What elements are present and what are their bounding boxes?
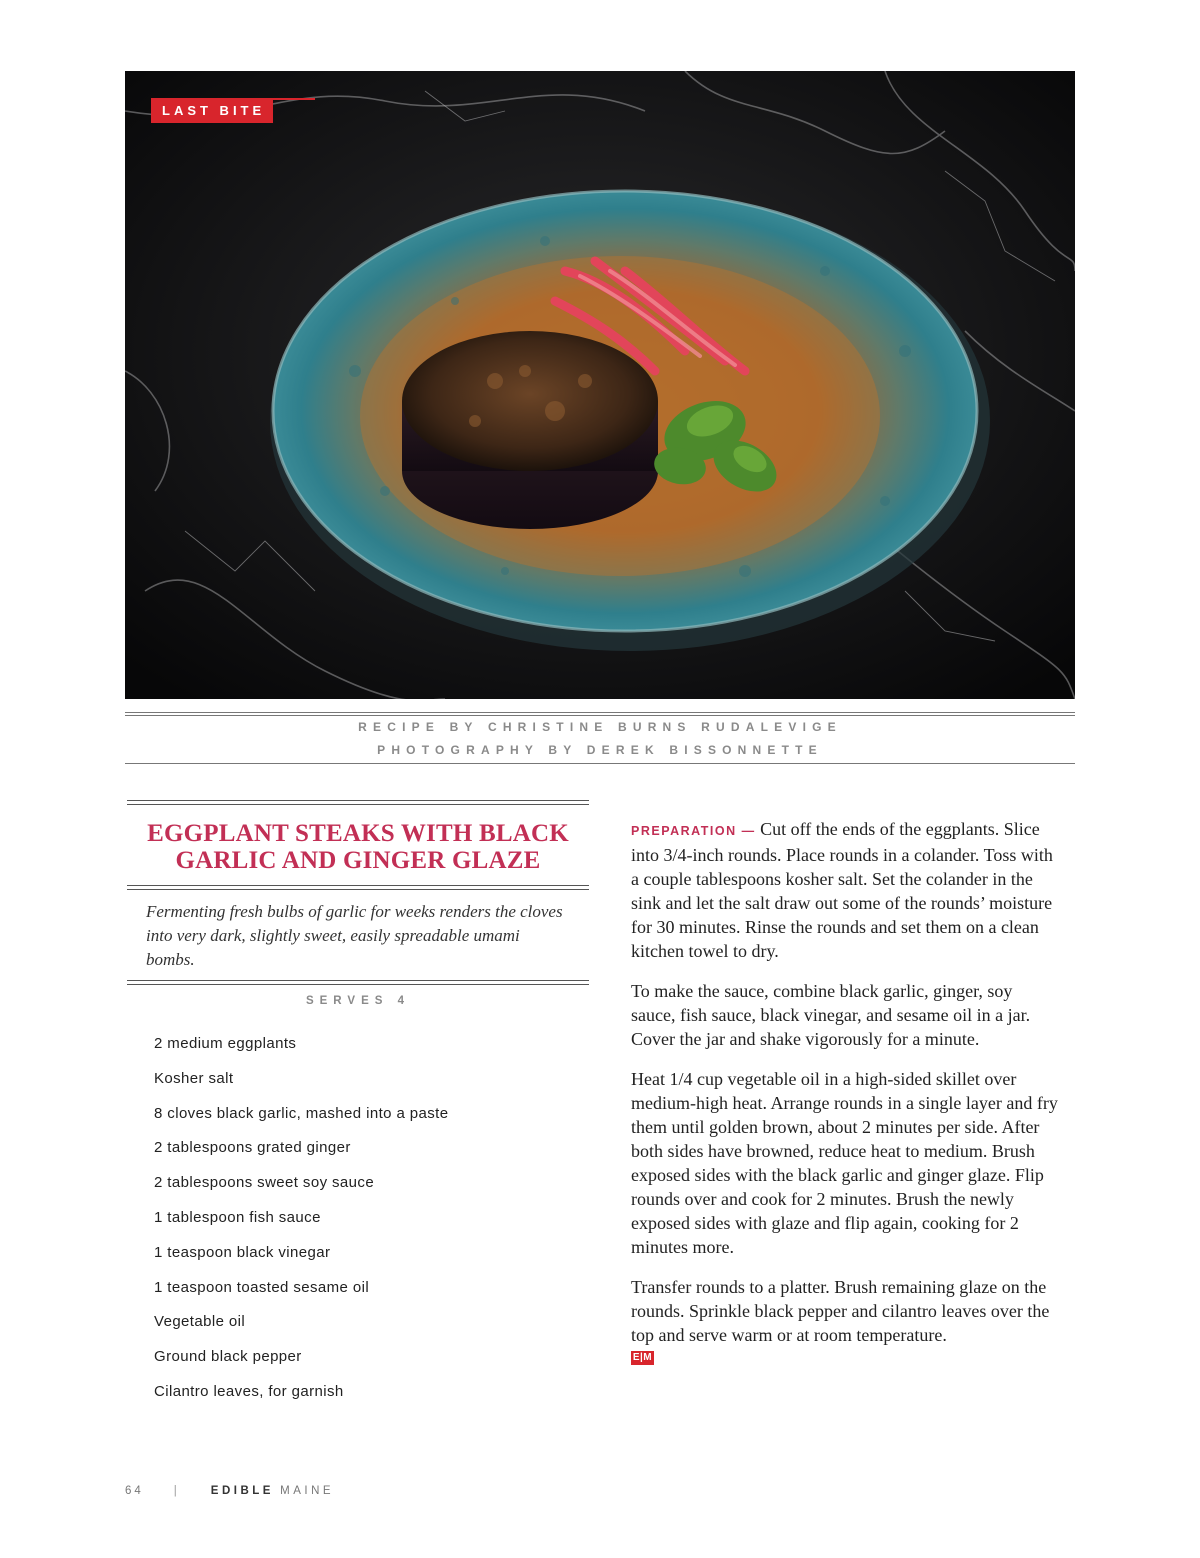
recipe-title: EGGPLANT STEAKS WITH BLACK GARLIC AND GINGER GLAZE [147, 820, 569, 874]
ingredient-list [154, 1034, 448, 1417]
serves-label: SERVES 4 [305, 995, 411, 1007]
ingredient-item: 2 tablespoons grated ginger [154, 1139, 351, 1157]
intro-rule-inner [127, 984, 589, 985]
magazine-brand-light: MAINE [280, 1485, 335, 1497]
ingredient-item: 8 cloves black garlic, mashed into a paste [154, 1104, 449, 1122]
photography-credit: PHOTOGRAPHY BY DEREK BISSONNETTE [377, 743, 823, 757]
recipe-intro: Fermenting fresh bulbs of garlic for weeks renders the cloves into very dark, slightly sweet, easily spreadable umami bombs. [146, 902, 563, 969]
preparation-paragraph: Heat 1/4 cup vegetable oil in a high-sided skillet over medium-high heat. Arrange rounds in a single layer and fry them until golden brown, about 2 minutes per side. After both sides have browned, reduce heat to medium. Brush exposed sides with the black garlic and ginger glaze. Flip rounds over and cook for 2 minutes. Brush the newly exposed sides with glaze and flip again, cooking for 2 minutes more. [631, 1069, 1058, 1257]
ingredient-item: Ground black pepper [154, 1348, 302, 1366]
title-rule-top-inner [127, 804, 589, 805]
end-mark-logo: E|M [632, 1352, 653, 1363]
ingredient-item: Vegetable oil [154, 1313, 246, 1331]
credit-rule-top [125, 712, 1075, 713]
preparation-paragraph [631, 817, 1061, 963]
preparation-label: PREPARATION — [631, 824, 756, 838]
ingredient-item: Kosher salt [154, 1069, 234, 1087]
hero-photo [125, 71, 1075, 699]
preparation-paragraph: Transfer rounds to a platter. Brush remaining glaze on the rounds. Sprinkle black pepper and cilantro leaves over the top and serve warm or at room temperature. [631, 1277, 1050, 1345]
title-rule-bottom [127, 885, 589, 886]
page-number: 64 [125, 1485, 144, 1497]
ingredient-item: 1 teaspoon toasted sesame oil [154, 1278, 370, 1296]
preparation-step-text: Cut off the ends of the eggplants. Slice into 3/4-inch rounds. Place rounds in a colander. Toss with a couple tablespoons kosher salt. Set the colander in the sink and let the salt draw out some of the rounds’ moisture for 30 minutes. Rinse the rounds and set them on a clean kitchen towel to dry. [631, 819, 1053, 961]
recipe-credit: RECIPE BY CHRISTINE BURNS RUDALEVIGE [358, 720, 842, 734]
preparation-section [631, 817, 1061, 1365]
footer-separator: | [173, 1485, 177, 1497]
ingredient-item: 1 tablespoon fish sauce [154, 1208, 321, 1226]
ingredient-item: Cilantro leaves, for garnish [154, 1382, 344, 1400]
credit-rule-top-inner [125, 715, 1075, 716]
title-rule-top [127, 800, 589, 801]
magazine-brand-bold: EDIBLE [210, 1485, 274, 1497]
title-rule-bottom-inner [127, 889, 589, 890]
plated-eggplant-illustration [125, 71, 1075, 699]
section-badge: LAST BITE [151, 99, 273, 123]
preparation-paragraph: To make the sauce, combine black garlic, ginger, soy sauce, fish sauce, black vinegar, and sesame oil in a jar. Cover the jar and shake vigorously for a minute. [631, 981, 1031, 1049]
page-footer [125, 1485, 334, 1497]
credit-rule-bottom [125, 763, 1075, 764]
ingredient-item: 2 medium eggplants [154, 1035, 297, 1052]
ingredient-item: 1 teaspoon black vinegar [154, 1243, 331, 1261]
intro-rule [127, 980, 589, 981]
ingredient-item: 2 tablespoons sweet soy sauce [154, 1174, 375, 1192]
